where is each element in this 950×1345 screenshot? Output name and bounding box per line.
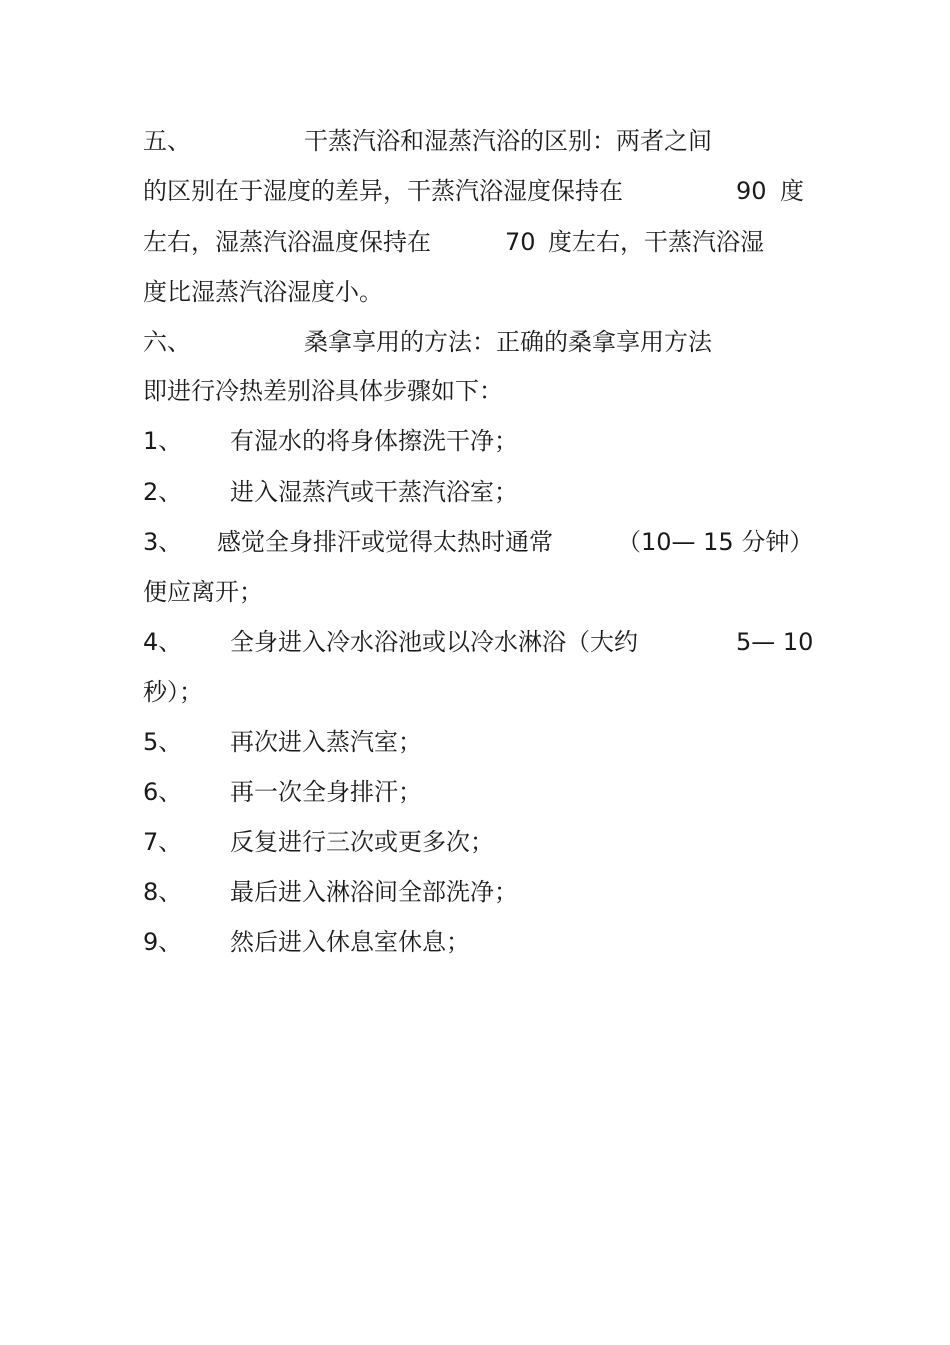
step-number: 2、 xyxy=(143,478,183,506)
section-6-heading xyxy=(143,327,712,357)
step-number: 4、 xyxy=(143,628,183,656)
step-3 xyxy=(143,527,814,557)
section-5-number: 五、 xyxy=(143,127,191,155)
step-number: 5、 xyxy=(143,728,183,756)
step-5 xyxy=(143,727,422,757)
step-text: 感觉全身排汗或觉得太热时通常 xyxy=(217,528,553,556)
section-5-line-3-tail: 度左右，干蒸汽浴湿 xyxy=(548,228,764,256)
step-7 xyxy=(143,827,494,857)
step-4 xyxy=(143,627,814,657)
step-text: 有湿水的将身体擦洗干净； xyxy=(230,427,518,455)
section-5-line-2-text: 的区别在于湿度的差异，干蒸汽浴湿度保持在 xyxy=(143,177,623,205)
step-6 xyxy=(143,777,422,807)
section-5-humidity-dry: 90 xyxy=(736,177,767,205)
section-5-line-3-text: 左右，湿蒸汽浴温度保持在 xyxy=(143,228,431,256)
section-6-title: 桑拿享用的方法：正确的桑拿享用方法 xyxy=(304,328,712,356)
step-8 xyxy=(143,877,518,907)
step-1 xyxy=(143,426,518,456)
step-number: 6、 xyxy=(143,778,183,806)
step-text: 再一次全身排汗； xyxy=(230,778,422,806)
section-5-line-4 xyxy=(143,277,383,307)
step-text-continued: 秒）； xyxy=(143,678,203,706)
step-4-continuation xyxy=(143,677,203,707)
section-5-line-4-text: 度比湿蒸汽浴湿度小。 xyxy=(143,278,383,306)
section-5-unit-degree: 度 xyxy=(780,177,804,205)
step-9 xyxy=(143,927,470,957)
step-text: 最后进入淋浴间全部洗净； xyxy=(230,878,518,906)
step-number: 1、 xyxy=(143,427,183,455)
step-number: 8、 xyxy=(143,878,183,906)
section-5-humidity-wet: 70 xyxy=(505,228,536,256)
step-number: 7、 xyxy=(143,828,183,856)
step-text: 进入湿蒸汽或干蒸汽浴室； xyxy=(230,478,518,506)
section-6-line-2 xyxy=(143,376,503,406)
step-number: 3、 xyxy=(143,528,183,556)
step-number: 9、 xyxy=(143,928,183,956)
section-5-title: 干蒸汽浴和湿蒸汽浴的区别：两者之间 xyxy=(304,127,712,155)
section-6-line-2-text: 即进行冷热差别浴具体步骤如下： xyxy=(143,377,503,405)
step-text: 再次进入蒸汽室； xyxy=(230,728,422,756)
section-6-number: 六、 xyxy=(143,328,191,356)
step-3-continuation xyxy=(143,577,263,607)
step-duration: 5— 10 xyxy=(736,628,814,656)
step-2 xyxy=(143,477,518,507)
section-5-heading xyxy=(143,126,712,156)
section-5-line-3 xyxy=(143,227,764,257)
step-duration: （10— 15 分钟） xyxy=(617,528,814,556)
section-5-line-2 xyxy=(143,176,804,206)
step-text-continued: 便应离开； xyxy=(143,578,263,606)
step-text: 然后进入休息室休息； xyxy=(230,928,470,956)
step-text: 全身进入冷水浴池或以冷水淋浴（大约 xyxy=(230,628,638,656)
step-text: 反复进行三次或更多次； xyxy=(230,828,494,856)
